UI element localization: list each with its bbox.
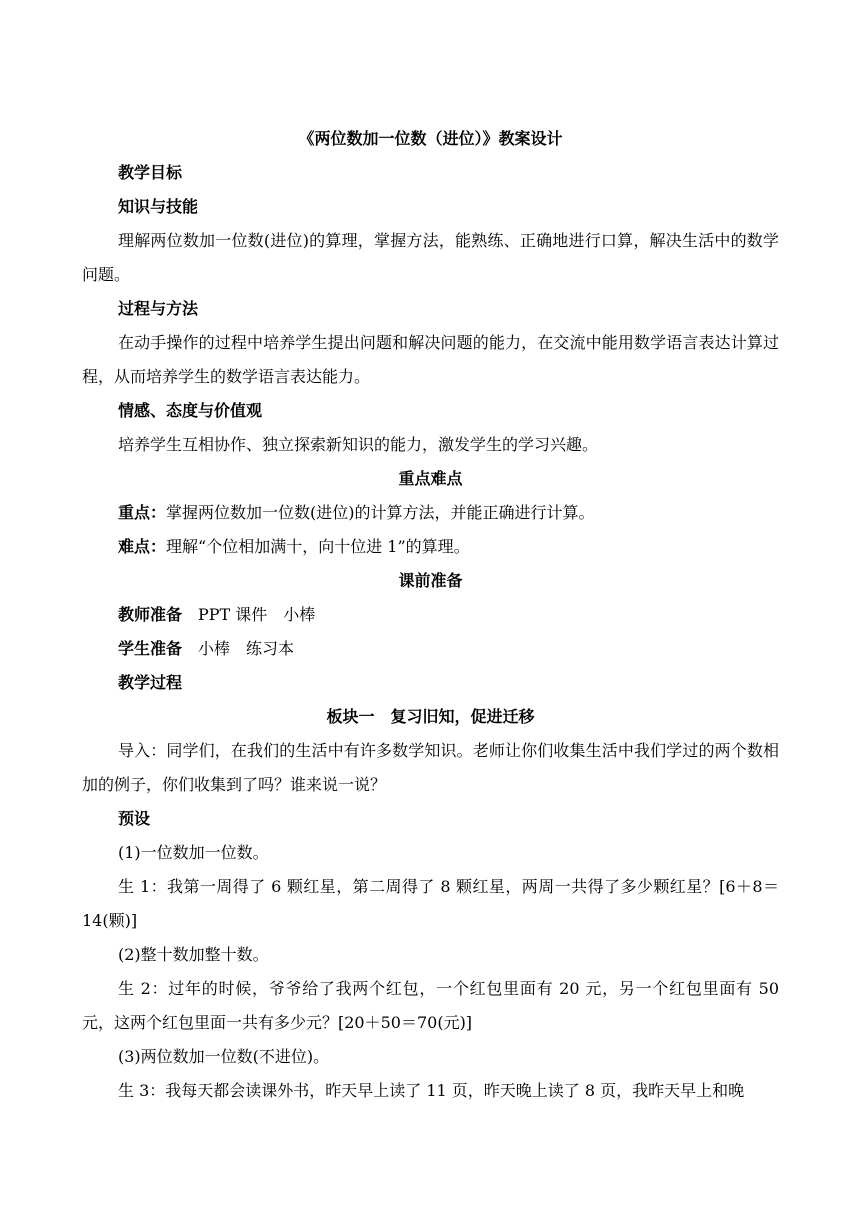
key-points-heading: 重点难点 bbox=[398, 469, 463, 488]
student-prep-label: 学生准备 bbox=[118, 639, 183, 658]
process-paragraph: 在动手操作的过程中培养学生提出问题和解决问题的能力，在交流中能用数学语言表达计算过程，从而培养学生的数学语言表达能力。 bbox=[82, 333, 779, 386]
process-heading: 过程与方法 bbox=[118, 299, 199, 318]
item1-paragraph: (1)一位数加一位数。 bbox=[118, 843, 269, 862]
item2-paragraph: (2)整十数加整十数。 bbox=[118, 945, 269, 964]
teaching-process-heading: 教学过程 bbox=[118, 673, 183, 692]
student3-paragraph: 生 3：我每天都会读课外书，昨天早上读了 11 页，昨天晚上读了 8 页，我昨天早上和晚 bbox=[118, 1081, 745, 1100]
difficulty-line bbox=[82, 530, 779, 564]
prep-heading: 课前准备 bbox=[398, 571, 463, 590]
student-prep-items: 小棒 练习本 bbox=[198, 639, 295, 658]
teacher-prep-items: PPT 课件 小棒 bbox=[198, 605, 316, 624]
key-text: 掌握两位数加一位数(进位)的计算方法，并能正确进行计算。 bbox=[166, 503, 595, 522]
difficulty-text: 理解“个位相加满十，向十位进 1”的算理。 bbox=[166, 537, 470, 556]
emotion-paragraph: 培养学生互相协作、独立探索新知识的能力，激发学生的学习兴趣。 bbox=[118, 435, 599, 454]
document-page bbox=[82, 122, 779, 1108]
student1-paragraph: 生 1：我第一周得了 6 颗红星，第二周得了 8 颗红星，两周一共得了多少颗红星？[6＋8＝14(颗)] bbox=[82, 877, 779, 930]
teacher-prep-label: 教师准备 bbox=[118, 605, 183, 624]
emotion-heading: 情感、态度与价值观 bbox=[118, 401, 263, 420]
student2-paragraph: 生 2：过年的时候，爷爷给了我两个红包，一个红包里面有 20 元，另一个红包里面有 50 元，这两个红包里面一共有多少元？[20＋50＝70(元)] bbox=[82, 979, 779, 1032]
section1-heading: 板块一 复习旧知，促进迁移 bbox=[326, 707, 535, 726]
difficulty-label: 难点： bbox=[118, 537, 167, 556]
preset-heading: 预设 bbox=[118, 809, 151, 828]
knowledge-paragraph: 理解两位数加一位数(进位)的算理，掌握方法，能熟练、正确地进行口算，解决生活中的数学问题。 bbox=[82, 231, 779, 284]
document-title: 《两位数加一位数（进位）》教案设计 bbox=[298, 129, 563, 148]
knowledge-heading: 知识与技能 bbox=[118, 197, 199, 216]
intro-paragraph: 导入：同学们，在我们的生活中有许多数学知识。老师让你们收集生活中我们学过的两个数相加的例子，你们收集到了吗？谁来说一说？ bbox=[82, 741, 779, 794]
teacher-prep-line bbox=[82, 598, 779, 632]
item3-paragraph: (3)两位数加一位数(不进位)。 bbox=[118, 1047, 330, 1066]
student-prep-line bbox=[82, 632, 779, 666]
key-label: 重点： bbox=[118, 503, 167, 522]
objectives-heading: 教学目标 bbox=[118, 163, 183, 182]
key-point-line bbox=[82, 496, 779, 530]
